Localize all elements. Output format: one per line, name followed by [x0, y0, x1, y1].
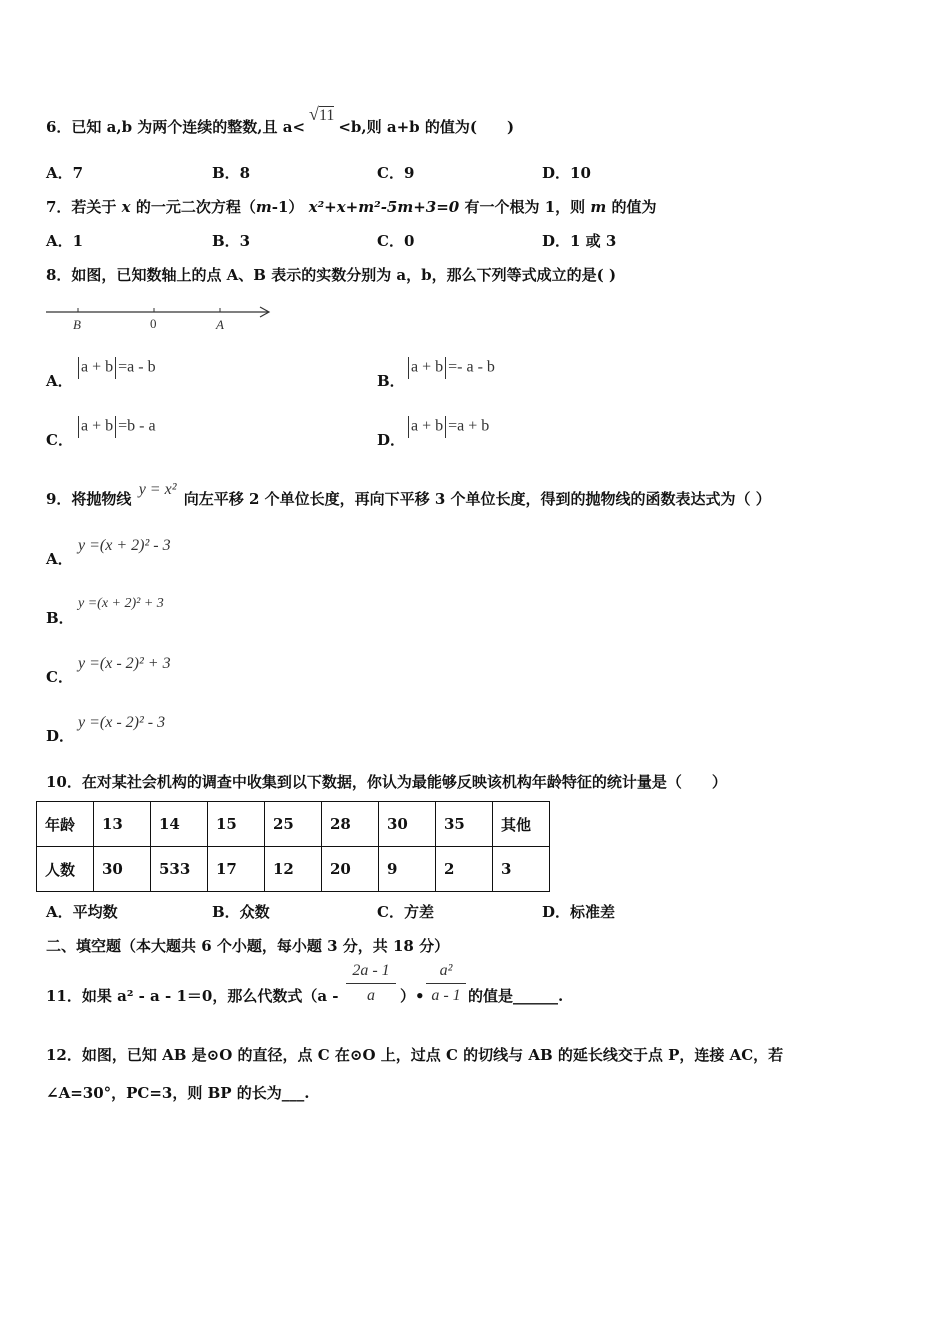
- q9-option-b-expr: y =(x + 2)² + 3: [78, 596, 164, 611]
- q12-line1: 12．如图，已知 AB 是⊙O 的直径，点 C 在⊙O 上，过点 C 的切线与 AB 的延长线交于点 P，连接 AC，若: [46, 1046, 784, 1064]
- sqrt-11: √11: [309, 104, 335, 124]
- table-cell: 25: [265, 802, 322, 847]
- age-table: [36, 801, 550, 892]
- q8-option-d-label: D．: [377, 431, 406, 449]
- q7-option-c: C．0: [377, 232, 415, 250]
- q9-option-a-expr: y =(x + 2)² - 3: [78, 537, 171, 554]
- table-cell: 17: [208, 847, 265, 892]
- table-cell: 人数: [37, 847, 94, 892]
- q9-option-d-expr: y =(x - 2)² - 3: [78, 714, 166, 731]
- table-cell: 28: [322, 802, 379, 847]
- table-cell: 年龄: [37, 802, 94, 847]
- q12-line2: ∠A=30°，PC=3，则 BP 的长为___.: [46, 1084, 310, 1102]
- table-row: [37, 847, 550, 892]
- q8-option-b-expr: a + b =- a - b: [406, 357, 495, 379]
- q6-stem: [46, 104, 515, 137]
- q8-option-c-label: C．: [46, 431, 73, 449]
- q8-option-a-label: A．: [46, 372, 73, 390]
- q7-option-a: A．1: [46, 232, 84, 250]
- q7-option-d: D．1 或 3: [542, 232, 617, 250]
- q11-suffix: 的值是______.: [468, 987, 564, 1005]
- q6-prefix: 6．已知 a,b 为两个连续的整数,且 a<: [46, 118, 306, 136]
- table-cell: 9: [379, 847, 436, 892]
- point-b-label: B: [73, 317, 81, 332]
- table-cell: 14: [151, 802, 208, 847]
- q9-option-a-label: A．: [46, 550, 73, 568]
- q10-option-d: D．标准差: [542, 903, 616, 921]
- q10-stem: 10．在对某社会机构的调查中收集到以下数据，你认为最能够反映该机构年龄特征的统计量是（ ）: [46, 773, 727, 791]
- table-cell: 2: [436, 847, 493, 892]
- q9-option-c-label: C．: [46, 668, 73, 686]
- q7-equation: x²+x+m²-5m+3=0: [308, 198, 460, 216]
- table-cell: 20: [322, 847, 379, 892]
- q6-option-b: B．8: [212, 164, 251, 182]
- q10-option-b: B．众数: [212, 903, 270, 921]
- q9-function: y = x²: [138, 481, 177, 498]
- q8-option-a-expr: a + b =a - b: [76, 357, 156, 379]
- point-a-label: A: [216, 317, 224, 332]
- table-cell: 30: [379, 802, 436, 847]
- fraction-1: 2a - 1 a: [346, 962, 396, 1005]
- q6-suffix: <b,则 a+b 的值为( ): [338, 118, 515, 136]
- table-cell: 3: [493, 847, 550, 892]
- q9-option-c-expr: y =(x - 2)² + 3: [78, 655, 171, 672]
- q7-option-b: B．3: [212, 232, 251, 250]
- number-line: [40, 300, 280, 336]
- section-heading: 二、填空题（本大题共 6 个小题，每小题 3 分，共 18 分）: [46, 937, 450, 955]
- q8-option-c-expr: a + b =b - a: [76, 416, 156, 438]
- q8-stem: 8．如图，已知数轴上的点 A、B 表示的实数分别为 a，b，那么下列等式成立的是( ): [46, 266, 617, 284]
- table-cell: 35: [436, 802, 493, 847]
- table-cell: 12: [265, 847, 322, 892]
- q11-prefix: 11．如果 a² - a - 1＝0，那么代数式（a -: [46, 987, 339, 1005]
- q9-option-d-label: D．: [46, 727, 75, 745]
- table-cell: 13: [94, 802, 151, 847]
- q6-option-c: C．9: [377, 164, 415, 182]
- table-cell: 15: [208, 802, 265, 847]
- q9-option-b-label: B．: [46, 609, 74, 627]
- table-row: [37, 802, 550, 847]
- q10-option-a: A．平均数: [46, 903, 118, 921]
- q8-option-d-expr: a + b =a + b: [406, 416, 489, 438]
- q10-option-c: C．方差: [377, 903, 434, 921]
- table-cell: 30: [94, 847, 151, 892]
- table-cell: 其他: [493, 802, 550, 847]
- q8-option-b-label: B．: [377, 372, 405, 390]
- q6-option-a: A．7: [46, 164, 84, 182]
- origin-label: 0: [150, 316, 157, 331]
- q11-middle: ）•: [400, 987, 425, 1005]
- q7-stem: 7．若关于 x 的一元二次方程（m-1） x²+x+m²-5m+3=0 有一个根为 1，则 m 的值为: [46, 198, 657, 216]
- fraction-2: a² a - 1: [426, 962, 466, 1005]
- q6-option-d: D．10: [542, 164, 591, 182]
- table-cell: 533: [151, 847, 208, 892]
- q9-stem: 9．将抛物线 y = x² 向左平移 2 个单位长度，再向下平移 3 个单位长度，得到的抛物线的函数表达式为（ ）: [46, 481, 771, 508]
